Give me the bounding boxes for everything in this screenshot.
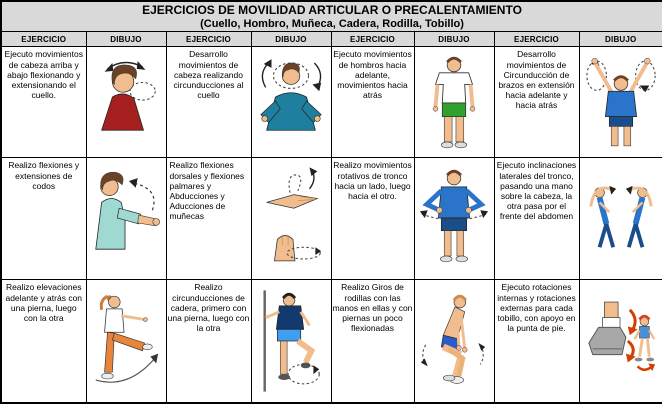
dibujo-cell: [86, 280, 166, 403]
column-header-ejercicio-2: EJERCICIO: [166, 32, 251, 47]
exercise-text-trunk-rotation: Realizo movimientos rotativos de tronco hacia un lado, luego hacia el otro.: [331, 158, 414, 280]
dibujo-cell: [579, 158, 662, 280]
knee-circles-illustration: [416, 286, 492, 397]
table-row: [1, 280, 662, 403]
column-header-dibujo-3: DIBUJO: [414, 32, 494, 47]
table-title-block: [1, 1, 662, 32]
trunk-rotation-illustration: [416, 163, 492, 274]
page-title: EJERCICIOS DE MOVILIDAD ARTICULAR O PRECALENTAMIENTO: [142, 3, 522, 17]
dibujo-cell: [414, 158, 494, 280]
exercise-text-knee-circles: Realizo Giros de rodillas con las manos en ellas y con piernas un poco flexionadas: [331, 280, 414, 403]
column-header-ejercicio-4: EJERCICIO: [494, 32, 579, 47]
exercise-text-neck-circumduction: Desarrollo movimientos de cabeza realizando circunducciones al cuello: [166, 47, 251, 158]
table-row: [1, 47, 662, 158]
column-header-dibujo-1: DIBUJO: [86, 32, 166, 47]
dibujo-cell: [251, 158, 331, 280]
dibujo-cell: [86, 158, 166, 280]
neck-circumduction-illustration: [253, 52, 329, 153]
ankle-rotation-illustration: [583, 286, 659, 397]
exercise-text-arm-circumduction: Desarrollo movimientos de Circunducción de brazos en extensión hacia adelante y hacia atrás: [494, 47, 579, 158]
column-header-ejercicio-3: EJERCICIO: [331, 32, 414, 47]
column-header-row: [1, 32, 662, 47]
leg-elevation-illustration: [88, 286, 164, 397]
dibujo-cell: [414, 47, 494, 158]
exercise-text-hip-circumduction: Realizo circunducciones de cadera, primero con una pierna, luego con la otra: [166, 280, 251, 403]
column-header-dibujo-4: DIBUJO: [579, 32, 662, 47]
table-row: [1, 158, 662, 280]
dibujo-cell: [86, 47, 166, 158]
exercise-text-ankle-rotation: Ejecuto rotaciones internas y rotaciones externas para cada tobillo, con apoyo en la punta de pie.: [494, 280, 579, 403]
hip-circumduction-illustration: [253, 286, 329, 397]
column-header-dibujo-2: DIBUJO: [251, 32, 331, 47]
shoulder-forward-backward-illustration: [416, 52, 492, 153]
dibujo-cell: [414, 280, 494, 403]
exercise-text-trunk-lateral: Ejecuto inclinaciones laterales del tronco, pasando una mano sobre la cabeza, la otra pasa por el frente del abdomen: [494, 158, 579, 280]
arm-circumduction-illustration: [583, 52, 659, 153]
wrist-flexion-abduction-illustration: [253, 163, 329, 274]
exercise-text-leg-elevation: Realizo elevaciones adelante y atrás con una pierna, luego con la otra: [1, 280, 86, 403]
dibujo-cell: [579, 280, 662, 403]
dibujo-cell: [579, 47, 662, 158]
trunk-lateral-inclination-illustration: [583, 163, 659, 274]
elbow-flexion-extension-illustration: [88, 163, 164, 274]
neck-flexion-extension-illustration: [88, 52, 164, 153]
exercise-text-elbow-flexion: Realizo flexiones y extensiones de codos: [1, 158, 86, 280]
exercise-text-neck-flexion: Ejecuto movimientos de cabeza arriba y abajo flexionando y extensionando el cuello.: [1, 47, 86, 158]
exercise-text-wrist-flexion: Realizo flexiones dorsales y flexiones palmares y Abducciones y Aducciones de muñecas: [166, 158, 251, 280]
column-header-ejercicio-1: EJERCICIO: [1, 32, 86, 47]
page-subtitle: (Cuello, Hombro, Muñeca, Cadera, Rodilla, Tobillo): [200, 17, 464, 30]
dibujo-cell: [251, 280, 331, 403]
exercise-text-shoulder-movements: Ejecuto movimientos de hombros hacia adelante, movimientos hacia atrás: [331, 47, 414, 158]
dibujo-cell: [251, 47, 331, 158]
